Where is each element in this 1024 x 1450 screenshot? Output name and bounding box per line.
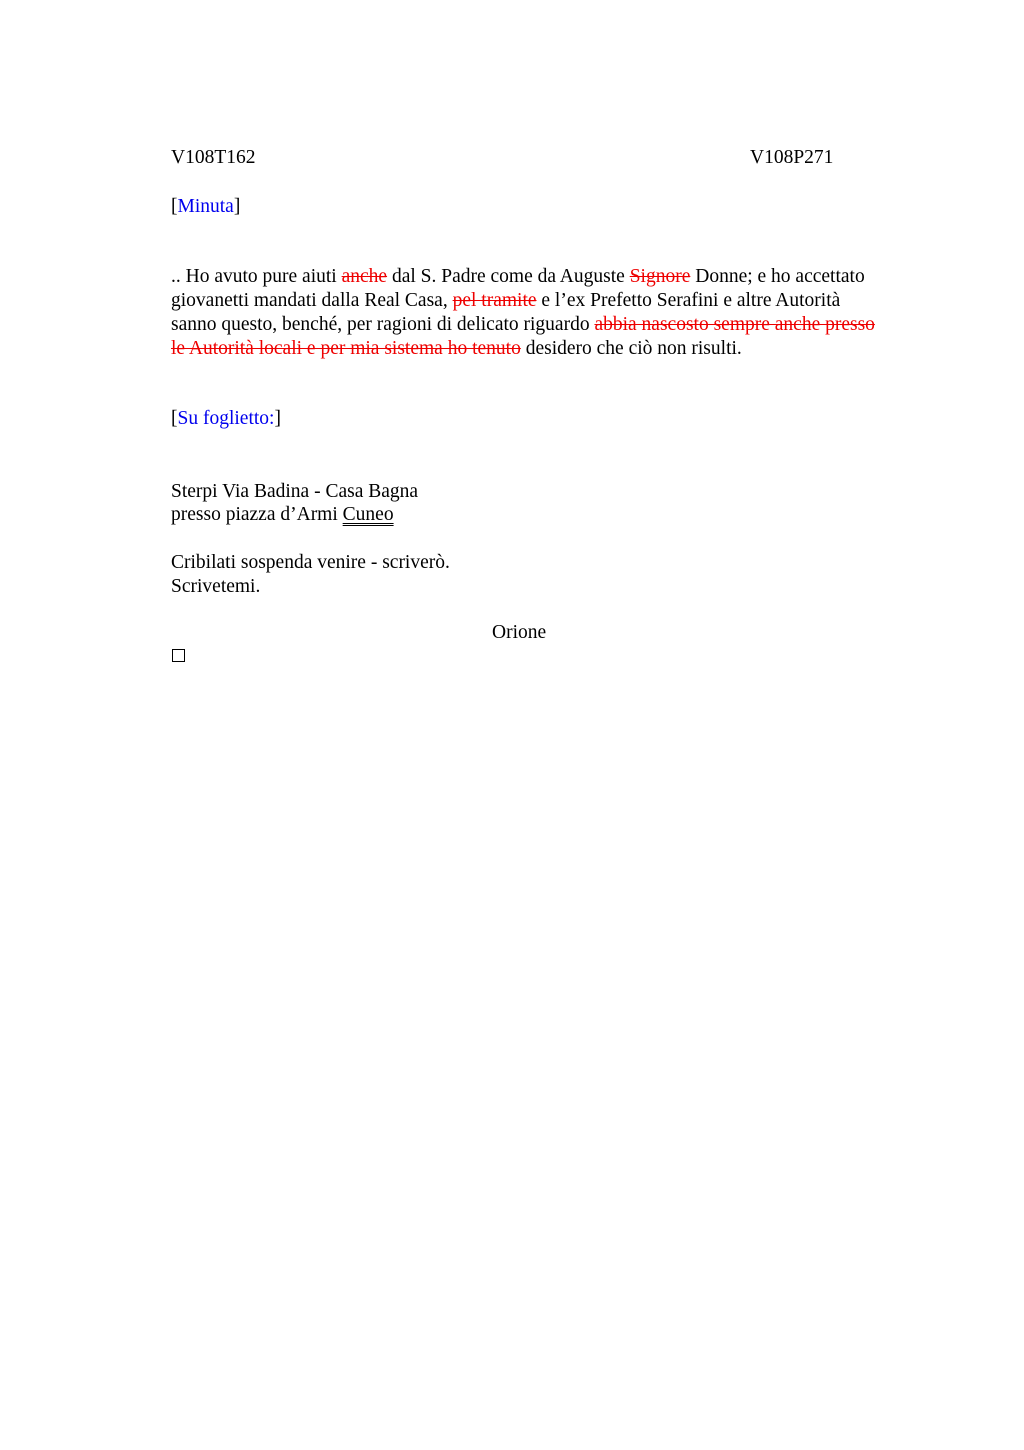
bracket-close: ]: [233, 196, 241, 217]
bracket-open: [: [171, 196, 178, 217]
text-segment: dal S. Padre come da Auguste: [387, 266, 630, 287]
deleted-text: Signore: [629, 266, 691, 287]
section-label-foglietto: [171, 407, 281, 431]
section-label-minuta: [171, 195, 240, 219]
text-segment: Donne; e ho accettato: [690, 266, 865, 287]
text-segment: giovanetti mandati dalla Real Casa,: [171, 290, 453, 311]
empty-square-icon: [172, 649, 185, 662]
bracket-close: ]: [274, 408, 281, 429]
address-line-2: [171, 503, 394, 527]
deleted-text: abbia nascosto sempre anche presso: [594, 314, 875, 335]
message-line-2: Scrivetemi.: [171, 576, 261, 597]
minuta-label: Minuta: [177, 196, 234, 217]
deleted-text: pel tramite: [452, 290, 537, 311]
signature: Orione: [492, 622, 547, 643]
bracket-open: [: [171, 408, 178, 429]
foglietto-label: Su foglietto:: [177, 408, 275, 429]
deleted-text: anche: [341, 266, 388, 287]
document-code-right: V108P271: [750, 147, 834, 168]
deleted-text: le Autorità locali e per mia sistema ho tenuto: [171, 338, 521, 359]
text-segment: sanno questo, benché, per ragioni di delicato riguardo: [171, 314, 595, 335]
paragraph-line-4: [171, 337, 931, 361]
text-segment: .. Ho avuto pure aiuti: [171, 266, 342, 287]
text-segment: e l’ex Prefetto Serafini e altre Autorità: [536, 290, 841, 311]
address-line-1: Sterpi Via Badina - Casa Bagna: [171, 481, 419, 502]
text-segment: desidero che ciò non risulti.: [520, 338, 742, 359]
address-prefix: presso piazza d’Armi: [171, 504, 343, 525]
paragraph-line-3: [171, 313, 931, 337]
paragraph-line-2: [171, 289, 931, 313]
address-city: Cuneo: [342, 504, 394, 525]
document-code-left: V108T162: [171, 147, 256, 168]
paragraph-line-1: [171, 265, 931, 289]
message-line-1: Cribilati sospenda venire - scriverò.: [171, 552, 450, 573]
letter-paragraph: [171, 265, 931, 361]
